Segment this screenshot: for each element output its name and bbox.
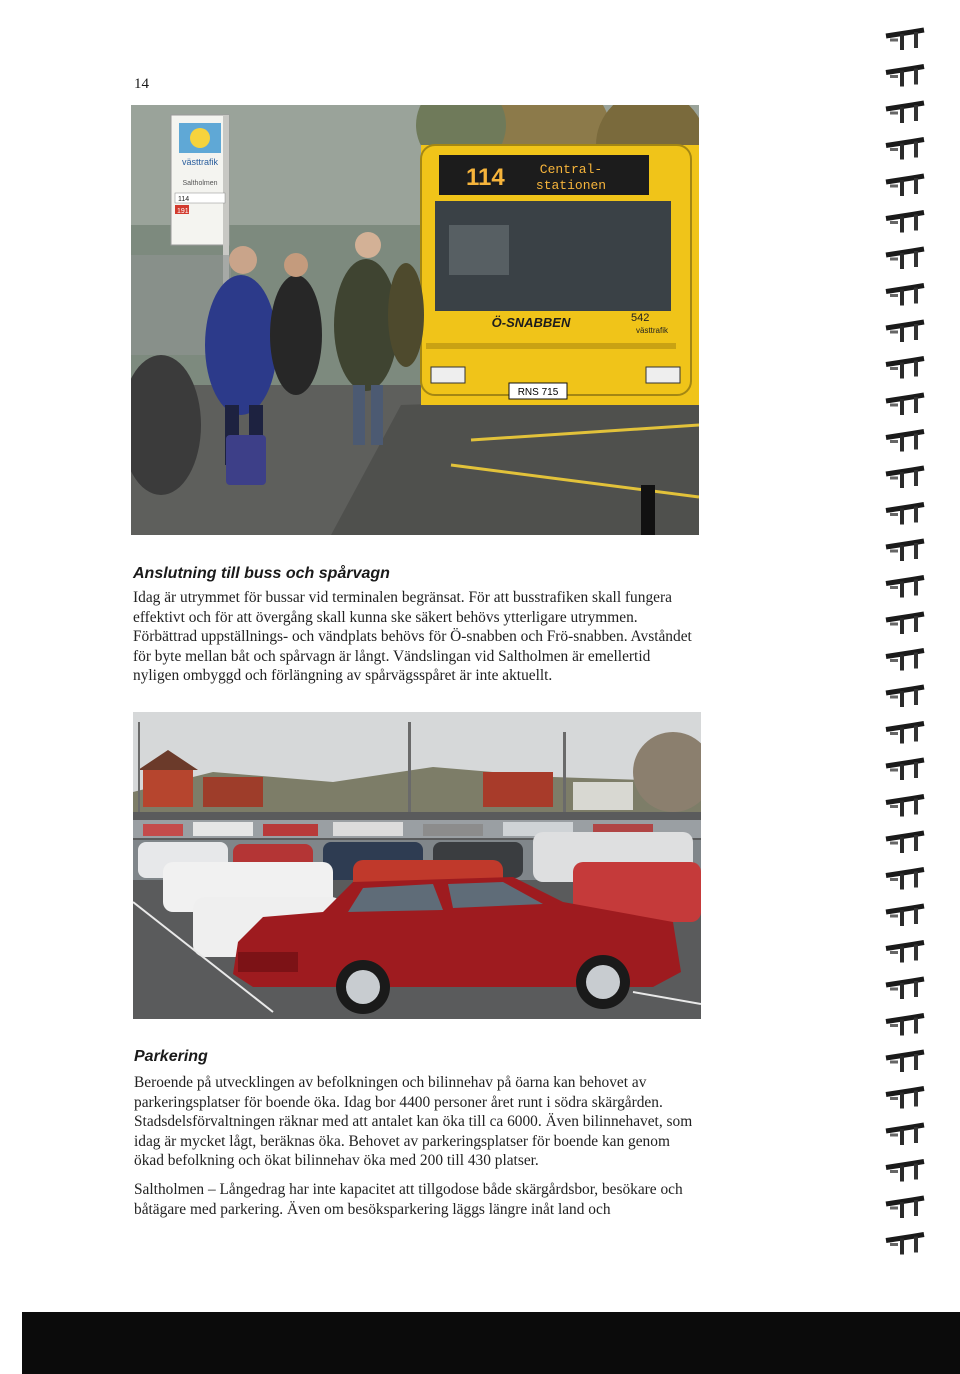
sign-stop: Saltholmen [182, 180, 218, 187]
binding-loop [886, 979, 924, 999]
binding-loop [886, 687, 924, 707]
section-paragraph-parking-2: Saltholmen – Långedrag har inte kapacitet att tillgodose både skärgårdsbor, besökare och båtägare med parkering. Även om besöksparkering läggs längre inåt land och [134, 1181, 683, 1218]
binding-loop [886, 213, 924, 233]
binding-loop [886, 651, 924, 671]
bus-terminal-photo [131, 105, 699, 535]
binding-loop [886, 1089, 924, 1109]
binding-loop [886, 103, 924, 123]
bus-destination-line-2: stationen [535, 178, 607, 193]
binding-loop [886, 1125, 924, 1145]
binding-loop [886, 1198, 924, 1218]
binding-loop [886, 1052, 924, 1072]
bus-operator: västtrafik [636, 326, 669, 335]
binding-loop [886, 614, 924, 634]
binding-loop [886, 906, 924, 926]
section-heading-bus: Anslutning till buss och spårvagn [133, 565, 390, 582]
binding-loop [886, 797, 924, 817]
binding-loop [886, 578, 924, 598]
section-paragraph-parking-1: Beroende på utvecklingen av befolkningen och bilinnehav på öarna kan behovet av parkeringsplatser för boende öka. Idag bor 4400 personer året runt i södra skärgården. Stadsdelsförvaltningen räknar med att antalet kan öka till ca 6000. Även bilinnehavet, som idag är mycket lågt, beräknas öka. Behovet av parkeringsplatser för boende kan genom ökad befolkning och ökat bilinnehav öka med 200 till 430 platser. [134, 1074, 693, 1169]
sign-brand: västtrafik [181, 157, 219, 167]
parking-lot-photo [133, 712, 701, 1019]
binding-loop [886, 541, 924, 561]
bus-route-display: 114 [466, 164, 505, 191]
binding-loop [886, 833, 924, 853]
binding-loop [886, 1016, 924, 1036]
binding-loop [886, 395, 924, 415]
bus-destination-line-1: Central- [539, 162, 603, 177]
binding-loop [886, 67, 924, 87]
binding-loop [886, 140, 924, 160]
bus-license-plate: RNS 715 [517, 387, 559, 398]
binding-loop [886, 760, 924, 780]
binding-loop [886, 724, 924, 744]
scan-shadow-bottom [0, 1312, 960, 1374]
binding-loop [886, 322, 924, 342]
binding-loop [886, 1162, 924, 1182]
bus-fleet-number: 542 [631, 312, 650, 324]
binding-loop [886, 359, 924, 379]
binding-loop [886, 468, 924, 488]
section-paragraph-bus: Idag är utrymmet för bussar vid terminalen begränsat. För att busstrafiken skall fungera effektivt och för att övergång skall kunna ske säkert behövs ytterligare utrymmen. Förbättrad uppställnings- och vändplats behövs för Ö-snabben och Frö-snabben. Avståndet för byte mellan båt och spårvagn är långt. Vändslingan vid Saltholmen är emellertid nyligen ombyggd och förlängning av spårvägsspåret är inte aktuellt. [133, 589, 692, 684]
binding-loop [886, 432, 924, 452]
sign-route-2: 191 [177, 208, 189, 215]
binding-loop [886, 1235, 924, 1255]
binding-loop [886, 505, 924, 525]
spiral-binding [884, 18, 940, 1268]
binding-loop [886, 249, 924, 269]
page-number: 14 [134, 76, 149, 92]
binding-loop [886, 870, 924, 890]
binding-loop [886, 286, 924, 306]
binding-loop [886, 176, 924, 196]
section-heading-parking: Parkering [134, 1048, 208, 1065]
binding-loop [886, 30, 924, 50]
bus-name: Ö-SNABBEN [491, 315, 571, 330]
scan-shadow-gap [0, 1312, 22, 1374]
binding-loop [886, 943, 924, 963]
sign-route-1: 114 [178, 196, 190, 203]
